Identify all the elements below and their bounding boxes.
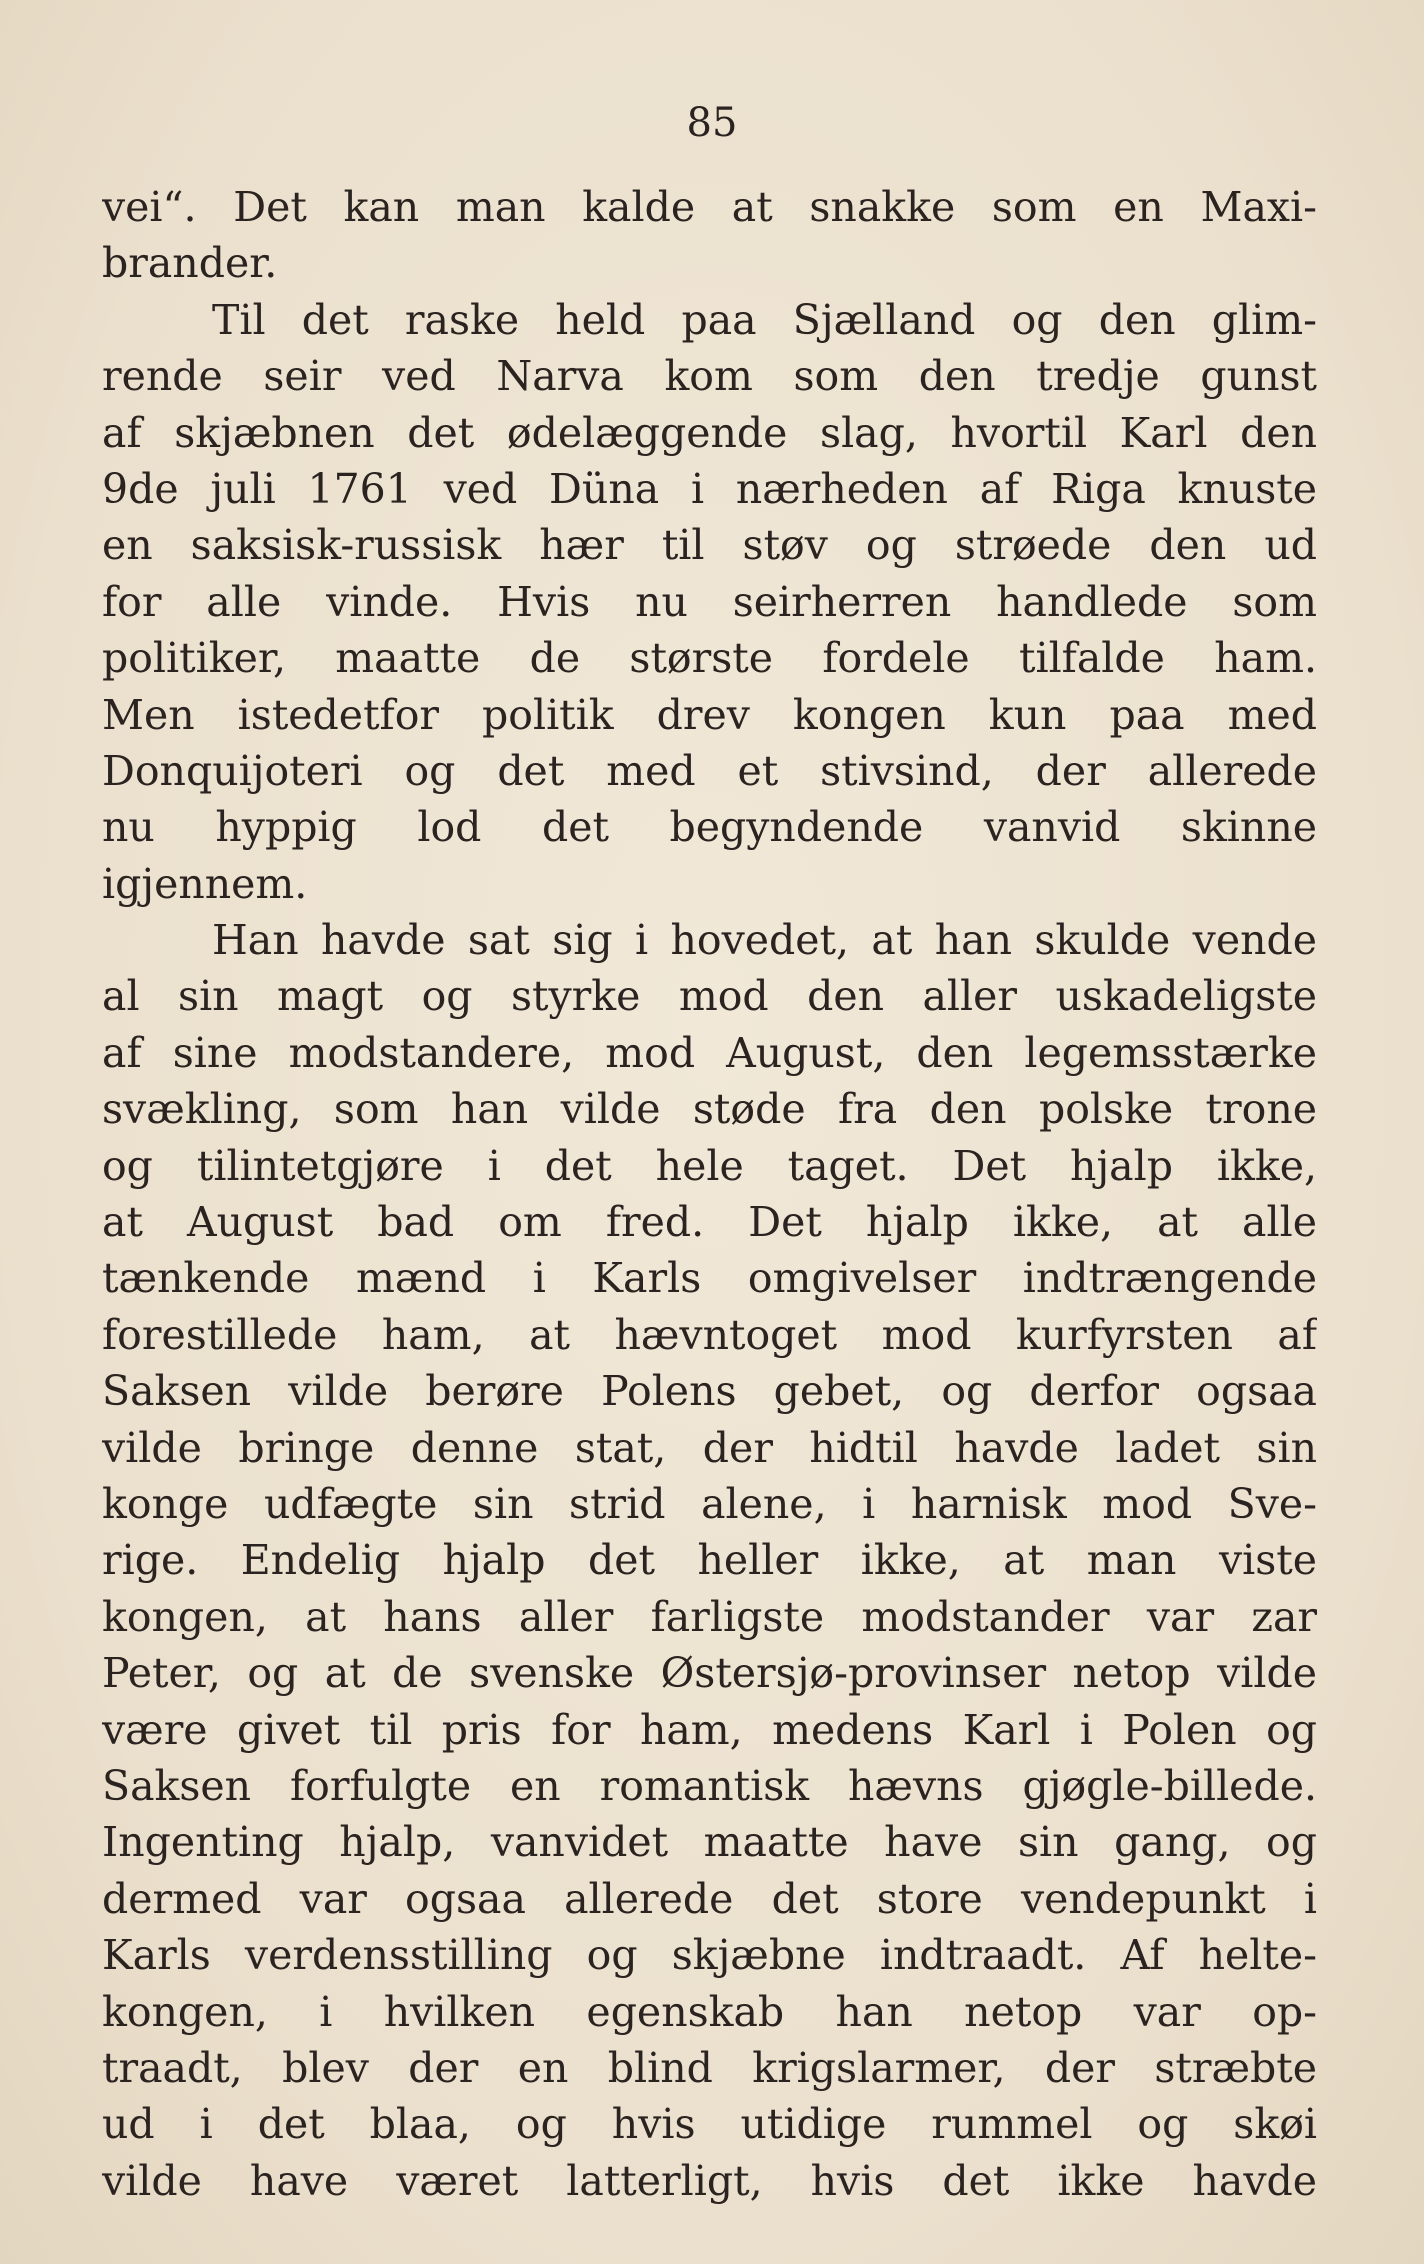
text-line: vilde bringe denne stat, der hidtil havde ladet sin (102, 1423, 1317, 1472)
text-line: Saksen forfulgte en romantisk hævns gjøgle-billede. (102, 1761, 1317, 1810)
text-line: Til det raske held paa Sjælland og den glim- (212, 295, 1317, 344)
text-line: rende seir ved Narva kom som den tredje gunst (102, 352, 1317, 401)
text-line: at August bad om fred. Det hjalp ikke, at alle (102, 1198, 1317, 1247)
text-line: vilde have været latterligt, hvis det ikke havde (102, 2156, 1317, 2205)
text-line: Men istedetfor politik drev kongen kun paa med (102, 690, 1317, 739)
text-line: igjennem. (102, 859, 308, 908)
text-line: brander. (102, 239, 278, 288)
text-line: Saksen vilde berøre Polens gebet, og derfor ogsaa (102, 1367, 1317, 1416)
text-line: ud i det blaa, og hvis utidige rummel og skøi (102, 2100, 1317, 2149)
text-line: dermed var ogsaa allerede det store vendepunkt i (102, 1874, 1317, 1923)
text-line: forestillede ham, at hævntoget mod kurfyrsten af (102, 1310, 1317, 1359)
text-line: kongen, i hvilken egenskab han netop var op- (102, 1987, 1317, 2036)
text-line: konge udfægte sin strid alene, i harnisk mod Sve- (102, 1479, 1317, 1528)
text-line: og tilintetgjøre i det hele taget. Det hjalp ikke, (102, 1141, 1317, 1190)
text-line: kongen, at hans aller farligste modstander var zar (102, 1592, 1317, 1641)
text-line: politiker, maatte de største fordele tilfalde ham. (102, 634, 1317, 683)
text-line: Han havde sat sig i hovedet, at han skulde vende (212, 916, 1317, 965)
text-line: Ingenting hjalp, vanvidet maatte have sin gang, og (102, 1818, 1317, 1867)
text-line: af skjæbnen det ødelæggende slag, hvortil Karl den (102, 408, 1317, 457)
text-line: traadt, blev der en blind krigslarmer, der stræbte (102, 2043, 1317, 2092)
text-line: svækling, som han vilde støde fra den polske trone (102, 1085, 1317, 1134)
text-line: tænkende mænd i Karls omgivelser indtrængende (102, 1254, 1317, 1303)
text-line: rige. Endelig hjalp det heller ikke, at man viste (102, 1536, 1317, 1585)
text-line: af sine modstandere, mod August, den legemsstærke (102, 1028, 1317, 1077)
text-line: være givet til pris for ham, medens Karl i Polen og (102, 1705, 1317, 1754)
text-line: 9de juli 1761 ved Düna i nærheden af Riga knuste (102, 464, 1317, 513)
text-line: for alle vinde. Hvis nu seirherren handlede som (102, 577, 1317, 626)
text-line: al sin magt og styrke mod den aller uskadeligste (102, 972, 1317, 1021)
page-number: 85 (686, 100, 738, 146)
body-text (102, 179, 1317, 2209)
text-line: vei“. Det kan man kalde at snakke som en Maxi- (102, 183, 1317, 231)
text-line: nu hyppig lod det begyndende vanvid skinne (102, 803, 1317, 852)
text-line: Karls verdensstilling og skjæbne indtraadt. Af helte- (102, 1931, 1317, 1980)
text-line: Peter, og at de svenske Østersjø-provinser netop vilde (102, 1649, 1317, 1698)
text-line: Donquijoteri og det med et stivsind, der allerede (102, 746, 1317, 795)
text-line: en saksisk-russisk hær til støv og strøede den ud (102, 521, 1317, 570)
